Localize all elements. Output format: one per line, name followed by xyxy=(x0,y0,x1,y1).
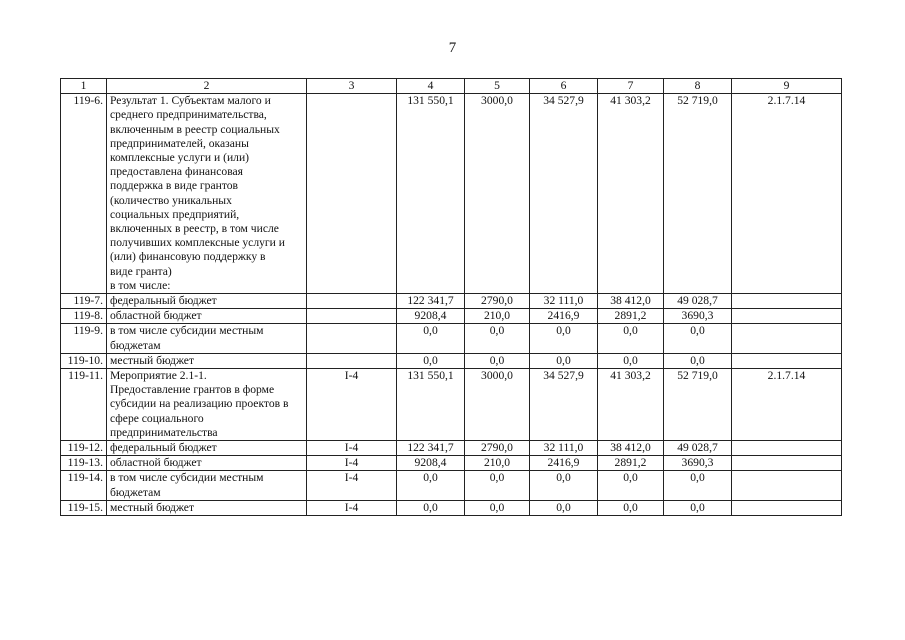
row-value-8: 0,0 xyxy=(664,471,732,500)
row-value-6: 0,0 xyxy=(530,500,598,515)
row-value-4: 131 550,1 xyxy=(397,369,465,441)
row-code: 2.1.7.14 xyxy=(732,94,842,294)
row-value-5: 2790,0 xyxy=(465,441,530,456)
row-value-6: 34 527,9 xyxy=(530,94,598,294)
row-name-line: предпринимателей, оказаны xyxy=(110,136,249,150)
row-code xyxy=(732,500,842,515)
row-col3 xyxy=(307,294,397,309)
row-value-4: 122 341,7 xyxy=(397,441,465,456)
row-value-7: 2891,2 xyxy=(598,309,664,324)
row-name-line: (количество уникальных xyxy=(110,193,232,207)
row-name-line: виде гранта) xyxy=(110,264,172,278)
budget-table xyxy=(60,78,842,516)
row-value-8: 3690,3 xyxy=(664,309,732,324)
row-value-4: 0,0 xyxy=(397,324,465,353)
row-name-line: Мероприятие 2.1-1. xyxy=(110,369,207,383)
row-number: 119-14. xyxy=(61,471,107,500)
row-col3: I-4 xyxy=(307,471,397,500)
row-value-7: 41 303,2 xyxy=(598,94,664,294)
row-name-line: комплексные услуги и (или) xyxy=(110,151,250,165)
row-value-6: 0,0 xyxy=(530,471,598,500)
row-code xyxy=(732,324,842,353)
row-number: 119-12. xyxy=(61,441,107,456)
row-value-4: 0,0 xyxy=(397,500,465,515)
table-row xyxy=(61,94,842,294)
row-col3: I-4 xyxy=(307,456,397,471)
row-value-5: 3000,0 xyxy=(465,369,530,441)
row-name-line: в том числе субсидии местным xyxy=(110,471,264,485)
row-name-line: сфере социального xyxy=(110,411,204,425)
row-code xyxy=(732,456,842,471)
row-number: 119-6. xyxy=(61,94,107,294)
table-row xyxy=(61,353,842,368)
col-header-2: 2 xyxy=(107,79,307,94)
row-name-line: (или) финансовую поддержку в xyxy=(110,250,266,264)
row-value-7: 2891,2 xyxy=(598,456,664,471)
row-value-5: 210,0 xyxy=(465,456,530,471)
table-body xyxy=(61,94,842,516)
table-row xyxy=(61,471,842,500)
row-name xyxy=(107,353,307,368)
row-code: 2.1.7.14 xyxy=(732,369,842,441)
row-value-7: 0,0 xyxy=(598,471,664,500)
table-row xyxy=(61,309,842,324)
row-value-6: 2416,9 xyxy=(530,456,598,471)
row-name xyxy=(107,369,307,441)
row-name-line: предпринимательства xyxy=(110,425,218,439)
row-value-6: 32 111,0 xyxy=(530,441,598,456)
row-number: 119-9. xyxy=(61,324,107,353)
row-name-line: бюджетам xyxy=(110,485,161,499)
row-code xyxy=(732,353,842,368)
row-name xyxy=(107,441,307,456)
row-code xyxy=(732,471,842,500)
row-code xyxy=(732,294,842,309)
row-value-7: 0,0 xyxy=(598,353,664,368)
row-value-5: 0,0 xyxy=(465,500,530,515)
row-name-line: Предоставление грантов в форме xyxy=(110,383,275,397)
row-name-line: включенных в реестр, в том числе xyxy=(110,222,279,236)
row-value-6: 0,0 xyxy=(530,353,598,368)
row-value-6: 34 527,9 xyxy=(530,369,598,441)
table-row xyxy=(61,500,842,515)
row-name-line: областной бюджет xyxy=(110,456,202,470)
row-value-8: 0,0 xyxy=(664,500,732,515)
col-header-9: 9 xyxy=(732,79,842,94)
row-value-5: 210,0 xyxy=(465,309,530,324)
row-value-5: 2790,0 xyxy=(465,294,530,309)
row-value-8: 49 028,7 xyxy=(664,441,732,456)
page-number: 7 xyxy=(448,40,457,56)
row-number: 119-13. xyxy=(61,456,107,471)
row-value-6: 2416,9 xyxy=(530,309,598,324)
row-name-line: в том числе субсидии местным xyxy=(110,324,264,338)
col-header-7: 7 xyxy=(598,79,664,94)
col-header-3: 3 xyxy=(307,79,397,94)
row-col3: I-4 xyxy=(307,369,397,441)
row-name-line: предоставлена финансовая xyxy=(110,165,243,179)
row-name xyxy=(107,294,307,309)
row-name-line: включенным в реестр социальных xyxy=(110,122,280,136)
table-row xyxy=(61,369,842,441)
row-value-8: 52 719,0 xyxy=(664,94,732,294)
row-value-7: 38 412,0 xyxy=(598,294,664,309)
table-row xyxy=(61,294,842,309)
row-number: 119-8. xyxy=(61,309,107,324)
row-value-4: 9208,4 xyxy=(397,456,465,471)
row-name-line: поддержка в виде грантов xyxy=(110,179,239,193)
row-number: 119-10. xyxy=(61,353,107,368)
row-name xyxy=(107,94,307,294)
row-value-4: 122 341,7 xyxy=(397,294,465,309)
col-header-4: 4 xyxy=(397,79,465,94)
row-value-5: 0,0 xyxy=(465,324,530,353)
col-header-1: 1 xyxy=(61,79,107,94)
row-name xyxy=(107,324,307,353)
row-name-line: федеральный бюджет xyxy=(110,441,217,455)
row-value-4: 131 550,1 xyxy=(397,94,465,294)
row-name xyxy=(107,500,307,515)
row-value-6: 0,0 xyxy=(530,324,598,353)
row-name-line: бюджетам xyxy=(110,338,161,352)
row-number: 119-7. xyxy=(61,294,107,309)
table-row xyxy=(61,324,842,353)
row-value-7: 38 412,0 xyxy=(598,441,664,456)
row-name-line: местный бюджет xyxy=(110,353,195,367)
row-col3 xyxy=(307,94,397,294)
row-col3: I-4 xyxy=(307,500,397,515)
row-value-6: 32 111,0 xyxy=(530,294,598,309)
row-name-line: субсидии на реализацию проектов в xyxy=(110,397,289,411)
row-value-4: 0,0 xyxy=(397,353,465,368)
row-name-line: областной бюджет xyxy=(110,309,202,323)
row-name-line: получивших комплексные услуги и xyxy=(110,236,285,250)
row-value-7: 0,0 xyxy=(598,500,664,515)
row-code xyxy=(732,441,842,456)
row-value-4: 0,0 xyxy=(397,471,465,500)
col-header-6: 6 xyxy=(530,79,598,94)
row-value-8: 49 028,7 xyxy=(664,294,732,309)
row-col3 xyxy=(307,309,397,324)
row-col3 xyxy=(307,353,397,368)
row-name xyxy=(107,456,307,471)
row-value-5: 3000,0 xyxy=(465,94,530,294)
row-value-8: 0,0 xyxy=(664,324,732,353)
row-number: 119-11. xyxy=(61,369,107,441)
row-value-8: 3690,3 xyxy=(664,456,732,471)
row-value-7: 41 303,2 xyxy=(598,369,664,441)
row-name-line: среднего предпринимательства, xyxy=(110,108,267,122)
row-name xyxy=(107,309,307,324)
row-col3 xyxy=(307,324,397,353)
row-value-5: 0,0 xyxy=(465,471,530,500)
row-value-8: 0,0 xyxy=(664,353,732,368)
row-value-4: 9208,4 xyxy=(397,309,465,324)
row-number: 119-15. xyxy=(61,500,107,515)
row-col3: I-4 xyxy=(307,441,397,456)
header-row xyxy=(61,79,842,94)
row-value-7: 0,0 xyxy=(598,324,664,353)
row-value-8: 52 719,0 xyxy=(664,369,732,441)
row-name-line: социальных предприятий, xyxy=(110,207,240,221)
row-name xyxy=(107,471,307,500)
col-header-8: 8 xyxy=(664,79,732,94)
table-row xyxy=(61,441,842,456)
row-name-line: Результат 1. Субъектам малого и xyxy=(110,94,271,108)
row-name-line: в том числе: xyxy=(110,278,171,292)
col-header-5: 5 xyxy=(465,79,530,94)
table-row xyxy=(61,456,842,471)
row-name-line: федеральный бюджет xyxy=(110,294,217,308)
row-code xyxy=(732,309,842,324)
row-name-line: местный бюджет xyxy=(110,500,195,514)
row-value-5: 0,0 xyxy=(465,353,530,368)
